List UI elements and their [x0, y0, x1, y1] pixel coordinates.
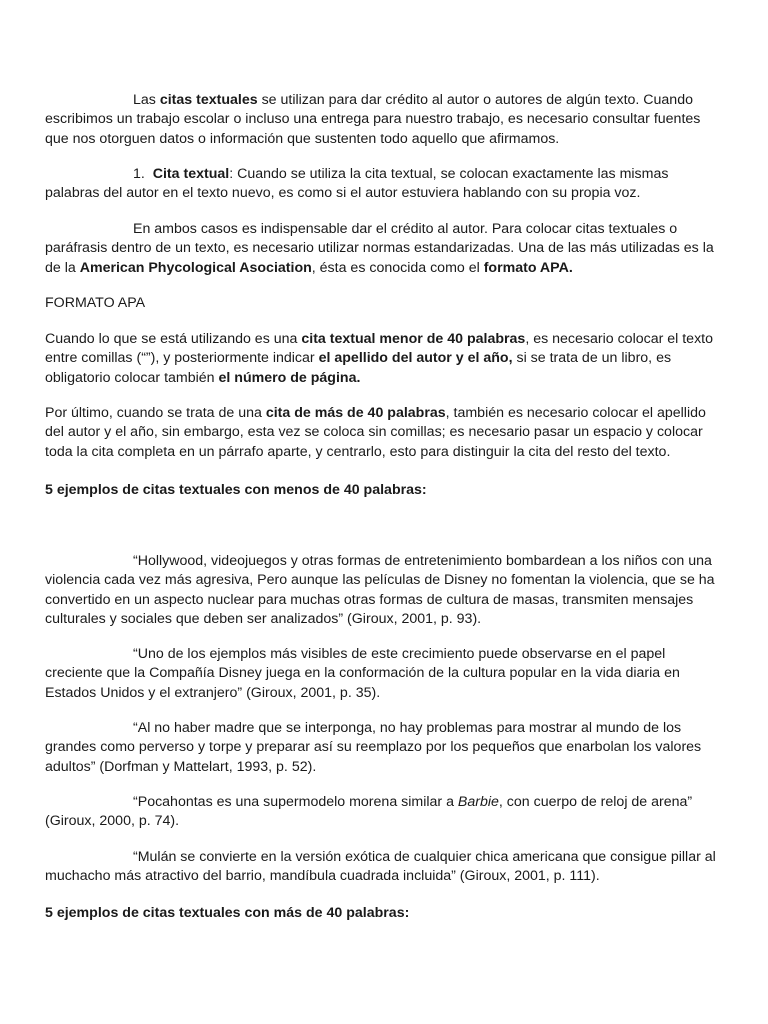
ambos-paragraph: En ambos casos es indispensable dar el crédito al autor. Para colocar citas textuales o paráfrasis dentro de un texto, es necesario utilizar normas estandarizadas. Una de las más utilizadas es la de la American Phycological Asociation, ésta es conocida como el formato APA. [45, 221, 714, 276]
heading-mas-40: 5 ejemplos de citas textuales con más de 40 palabras: [45, 905, 410, 921]
intro-paragraph: Las citas textuales se utilizan para dar crédito al autor o autores de algún texto. Cuando escribimos un trabajo escolar o incluso una entrega para nuestro trabajo, es necesario consultar fuentes que nos otorguen datos o información que sustenten todo aquello que afirmamos. [45, 92, 701, 147]
list-number: 1. [133, 166, 145, 182]
ultimo-paragraph: Por último, cuando se trata de una cita de más de 40 palabras, también es necesario colocar el apellido del autor y el año, sin embargo, esta vez se coloca sin comillas; es necesario pasar un espacio y colocar toda la cita completa en un párrafo aparte, y centrarlo, esto para distinguir la cita del resto del texto. [45, 405, 706, 460]
formato-apa-heading: FORMATO APA [45, 295, 146, 311]
heading-menos-40: 5 ejemplos de citas textuales con menos de 40 palabras: [45, 482, 427, 498]
quote-4: “Pocahontas es una supermodelo morena similar a Barbie, con cuerpo de reloj de arena” (Giroux, 2000, p. 74). [45, 794, 693, 830]
quote-5: “Mulán se convierte en la versión exótica de cualquier chica americana que consigue pillar al muchacho más atractivo del barrio, mandíbula cuadrada incluida” (Giroux, 2001, p. 111). [45, 849, 716, 885]
quote-2: “Uno de los ejemplos más visibles de este crecimiento puede observarse en el papel creciente que la Compañía Disney juega en la conformación de la cultura popular en la vida diaria en Estados Unidos y el extranjero” (Giroux, 2001, p. 35). [45, 646, 680, 701]
list-item-cita-textual: 1. Cita textual: Cuando se utiliza la cita textual, se colocan exactamente las mismas palabras del autor en el texto nuevo, es como si el autor estuviera hablando con su propia voz. [45, 166, 669, 202]
quote-3: “Al no haber madre que se interponga, no hay problemas para mostrar al mundo de los grandes como perverso y torpe y preparar así su reemplazo por los pequeños que enarbolan los valores adultos” (Dorfman y Mattelart, 1993, p. 52). [45, 720, 702, 775]
cuando-paragraph: Cuando lo que se está utilizando es una cita textual menor de 40 palabras, es necesario colocar el texto entre comillas (“”), y posteriormente indicar el apellido del autor y el año, si se trata de un libro, es obligatorio colocar también el número de página. [45, 331, 713, 386]
quote-1: “Hollywood, videojuegos y otras formas de entretenimiento bombardean a los niños con una violencia cada vez más agresiva, Pero aunque las películas de Disney no fomentan la violencia, que se ha convertido en un aspecto nuclear para muchas otras formas de cultura de masas, transmiten mensajes culturales y sociales que deben ser analizados” (Giroux, 2001, p. 93). [45, 553, 715, 627]
